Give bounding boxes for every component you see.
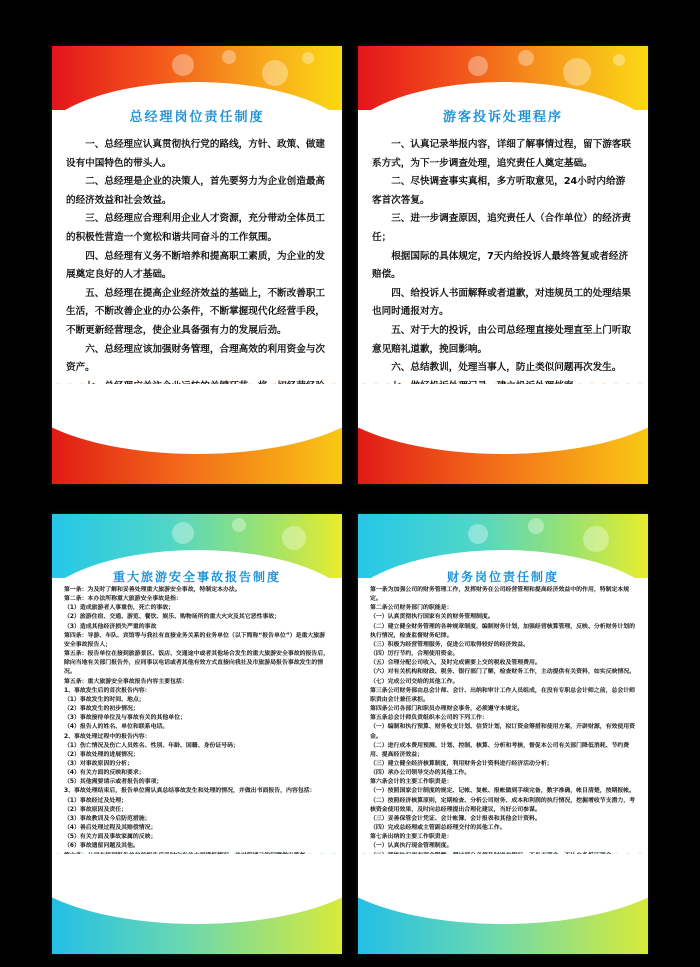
paragraph: 第四条公司各部门和职员办理财会事务，必须遵守本规定。 (370, 706, 524, 713)
board-accident-report (52, 514, 342, 954)
paragraph: 五、总经理在提高企业经济效益的基础上，不断改善职工生活，不断改善企业的办公条件，不断掌握现代化经营手段，不断更新经营理念，使企业具备强有力的发展后劲。 (66, 287, 326, 336)
paragraph: 三、总经理应合理利用企业人才资源，充分带动全体员工的积极性营造一个宽松和谐共同奋斗的工作氛围。 (66, 213, 326, 243)
paragraph: （七）完成公司交给的其他工作。 (370, 678, 459, 685)
paragraph: （一）编制和执行预算、财务收支计划、信贷计划，拟订资金筹措和使用方案，开辟财源，有效使用资金。 (370, 724, 636, 740)
paragraph: （5）其他需要请示或者报告的事项； (64, 779, 163, 786)
paragraph: （一）认真贯彻执行国家有关的财务管理制度。 (370, 614, 494, 621)
paragraph: 第七条出纳的主要工作职责是： (370, 834, 453, 841)
paragraph: 1、事故发生后的首次报告内容： (64, 687, 151, 694)
paragraph: （四）承办公司领导交办的其他工作。 (370, 770, 471, 777)
paragraph: 第二条公司财务部门的职能是： (370, 605, 453, 612)
paragraph: 第一条为加强公司的财务管理工作，发挥财务在公司经营管理和提高经济效益中的作用，特制定本规定。 (370, 587, 630, 603)
paragraph: 四、给投诉人书面解释或者道歉，对违规员工的处理结果也同时通报对方。 (372, 287, 632, 318)
board-body (370, 586, 636, 888)
paragraph: 根据国际的具体规定，7天内给投诉人最终答复或者经济赔偿。 (372, 250, 629, 281)
paragraph: 3、事故处理结束后，报告单位需认真总结事故发生和处理的情况，并做出书面报告，内容包括： (64, 788, 316, 795)
board-title: 财务岗位责任制度 (446, 570, 559, 584)
board-title: 总经理岗位责任制度 (129, 110, 265, 125)
paragraph: （三）积极为经营管理服务，促进公司取得较好的经济效益。 (370, 641, 530, 648)
paragraph: 2、事故处理过程中的报告内容： (64, 733, 151, 740)
paragraph: （2）旅游住宿、交通、游览、餐饮、娱乐、购物场所的重大火灾及其它恶性事故； (64, 614, 281, 621)
paragraph: （3）造成其他经济损失严重的事故 (64, 623, 157, 630)
paragraph: （4）有关方面的反映和要求； (64, 770, 145, 777)
paragraph: （1）伤亡情况及伤亡人员姓名、性别、年龄、国籍、身份证号码； (64, 742, 239, 749)
board-body (372, 136, 634, 415)
paragraph: 五、对于大的投诉，由公司总经理直接处理直至上门听取意见赔礼道歉，挽回影响。 (372, 324, 632, 355)
paragraph: （2）事故发生的初步情况； (64, 706, 139, 713)
paragraph: （三）建立健全经济核算制度，利用财务会计资料进行经济活动分析； (370, 760, 553, 767)
paragraph: （1）造成旅游者人事重伤，死亡的事故； (64, 605, 175, 612)
paragraph: 第三条公司财务部由总会计师、会计、出纳和审计工作人员组成，在没有专职总会计师之前，总会计师职责由会计兼任承担。 (370, 687, 636, 703)
paragraph: （3）对事故原因的分析； (64, 760, 133, 767)
paragraph: （2）事故原因及责任； (64, 806, 128, 813)
paragraph: （四）厉行节约，合理使用资金。 (370, 651, 459, 658)
paragraph: （4）善后处理过程及其赔偿情况； (64, 825, 157, 832)
board-gm-responsibility (52, 46, 342, 484)
paragraph: （一）认真执行现金管理制度。 (370, 843, 453, 850)
paragraph: （6）事故遗留问题及其他。 (64, 843, 139, 850)
paragraph: 六、总结教训，处理当事人，防止类似问题再次发生。 (391, 362, 622, 374)
paragraph: （二）进行成本费用预测、计划、控制、核算、分析和考核，督促本公司有关部门降低消耗、节约费用、提高经济效益； (370, 742, 630, 758)
paragraph: （1）事故发生的时间、地点； (64, 696, 145, 703)
paragraph: 一、总经理应认真贯彻执行党的路线，方针、政策、做建设有中国特色的带头人。 (66, 139, 326, 169)
paragraph: 第一条：为及时了解和妥善处理重大旅游安全事故，特制定本办法。 (64, 587, 241, 593)
paragraph: 二、尽快调查事实真相，多方听取意见，24小时内给游客首次答复。 (372, 176, 626, 206)
paragraph: 四、总经理有义务不断培养和提高职工素质，为企业的发展奠定良好的人才基础。 (66, 250, 326, 281)
paragraph: （1）事故经过及处理； (64, 797, 128, 804)
board-body (64, 586, 330, 879)
paragraph: 第五条：重大旅游安全事故报告内容主要包括： (64, 678, 188, 685)
paragraph: 第二条：本办法所称重大旅游安全事故是指： (64, 596, 182, 603)
paragraph: 一、认真记录举报内容，详细了解事情过程，留下游客联系方式，为下一步调查处理，追究责任人奠定基础。 (372, 139, 632, 169)
paragraph: （三）妥善保管会计凭证、会计帐簿、会计报表和其他会计资料。 (370, 815, 541, 822)
paragraph: 第六条会计的主要工作职责是： (370, 779, 453, 786)
board-title: 重大旅游安全事故报告制度 (112, 570, 281, 584)
paragraph: （四）完成总经理或主管副总经理交付的其他工作。 (370, 825, 506, 832)
paragraph: （3）事故教训及今后防范措施； (64, 815, 151, 822)
board-finance-responsibility (358, 514, 648, 954)
paragraph: （4）报告人的姓名、单位和联系电话。 (64, 724, 169, 731)
paragraph: 第五条：报告单位在接到旅游景区、饭店、交通途中或者其他场合发生的重大旅游安全事故的报告后，除向当地有关部门报告外，应同事以电话或者其他有效方式直接向我社及市旅游局报告事故发生的情况。 (64, 651, 330, 676)
board-title: 游客投诉处理程序 (442, 110, 563, 125)
paragraph: （二）按照经济核算原则，定期检查、分析公司财务、成本和利润的执行情况，挖掘增收节支潜力，考核资金使用效果，及时向总经理提出合理化建议，当好公司参谋。 (370, 797, 636, 813)
paragraph: （5）有关方面及事故家属的反映； (64, 834, 157, 841)
paragraph: （二）建立健全财务管理的各种规章制度，编制财务计划，加强经营核算管理，反映、分析财务计划的执行情况，检查监督财务纪律。 (370, 623, 636, 639)
paragraph: 六、总经理应该加强财务管理，合理高效的利用资金与次资产。 (66, 343, 326, 374)
paragraph: （3）事故接待单位及与事故有关的其他单位； (64, 715, 186, 722)
paragraph: （2）事故处理的进展情况； (64, 751, 139, 758)
paragraph: （五）合理分配公司收入，及时完成需要上交的税收及管理费用。 (370, 660, 541, 667)
paragraph: （一）按照国家会计制度的规定、记帐、复帐、报帐做到手续完备，数字准确，帐目清楚，按期报帐。 (370, 788, 636, 795)
paragraph: 第四条：导游、车队、宾馆等与我社有直接业务关系的业务单位（以下简称“报告单位”）是重大旅游安全事故报告人； (64, 632, 326, 648)
paragraph: 三、进一步调查原因，追究责任人（合作单位）的经济责任； (372, 213, 632, 243)
paragraph: 第五条总会计师负责组织本公司的下列工作： (370, 715, 488, 722)
board-complaint-procedure (358, 46, 648, 484)
paragraph: 二、总经理是企业的决策人，首先要努力为企业创造最高的经济效益和社会效益。 (66, 176, 326, 206)
paragraph: （六）对有关机构和财政、税务、银行部门了解，检查财务工作，主动提供有关资料，如实反映情况。 (370, 669, 636, 676)
